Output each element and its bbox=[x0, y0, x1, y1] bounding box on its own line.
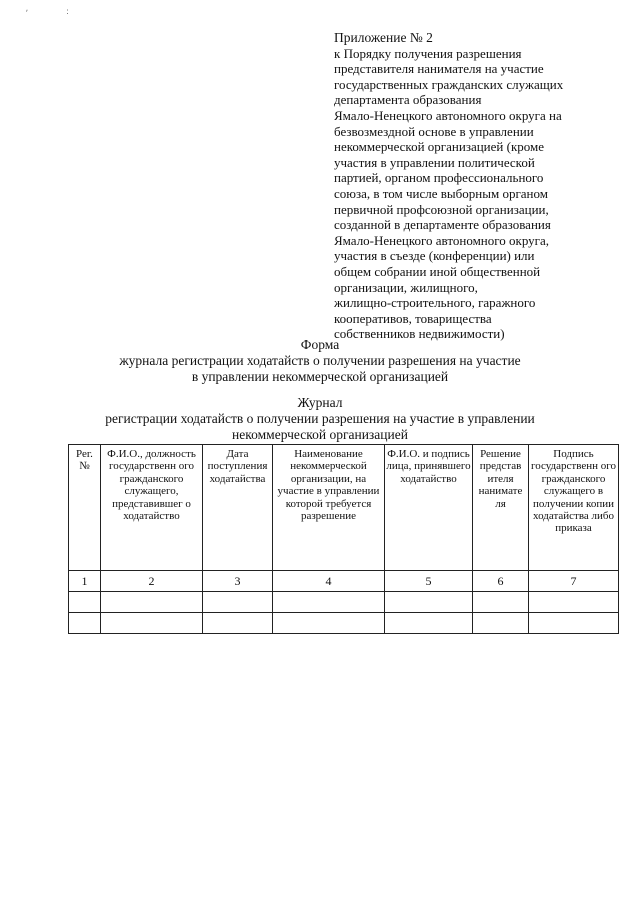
column-number: 3 bbox=[203, 571, 273, 592]
appendix-line: департамента образования bbox=[334, 92, 482, 108]
journal-table bbox=[68, 444, 619, 634]
column-number: 1 bbox=[69, 571, 101, 592]
journal-subtitle-line: некоммерческой организацией bbox=[232, 427, 408, 442]
table-cell bbox=[385, 592, 473, 613]
scan-specks: ʹ ˸ bbox=[26, 8, 87, 18]
table-cell bbox=[273, 613, 385, 634]
appendix-line: государственных гражданских служащих bbox=[334, 76, 564, 92]
appendix-line: общем собрании иной общественной bbox=[334, 263, 541, 279]
table-cell bbox=[203, 613, 273, 634]
appendix-line: к Порядку получения разрешения bbox=[334, 45, 522, 61]
table-cell bbox=[385, 613, 473, 634]
form-subtitle-line: в управлении некоммерческой организацией bbox=[191, 369, 449, 384]
table-cell bbox=[69, 613, 101, 634]
column-number: 6 bbox=[473, 571, 529, 592]
header-cell-receiver: Ф.И.О. и подпись лица, принявшего ходатайство bbox=[385, 445, 473, 571]
appendix-line: представителя нанимателя на участие bbox=[334, 61, 544, 77]
form-subtitle-line: журнала регистрации ходатайств о получении разрешения на участие bbox=[119, 353, 521, 368]
appendix-line: партией, органом профессионального bbox=[334, 170, 544, 186]
table-header-row bbox=[69, 445, 619, 571]
table-cell bbox=[101, 592, 203, 613]
table-cell bbox=[203, 592, 273, 613]
form-heading bbox=[0, 337, 640, 385]
table-row bbox=[69, 592, 619, 613]
appendix-line: безвозмездной основе в управлении bbox=[334, 123, 534, 139]
header-cell-decision: Решение представ ителя нанимате ля bbox=[473, 445, 529, 571]
table-row bbox=[69, 613, 619, 634]
appendix-line: участия в управлении политической bbox=[334, 154, 535, 170]
header-cell-signature: Подпись государственн ого гражданского служащего в получении копии ходатайства либо приказа bbox=[529, 445, 619, 571]
journal-heading bbox=[0, 395, 640, 443]
table-cell bbox=[529, 613, 619, 634]
table-cell bbox=[273, 592, 385, 613]
journal-subtitle-line: регистрации ходатайств о получении разрешения на участие в управлении bbox=[105, 411, 535, 426]
appendix-line: кооперативов, товарищества bbox=[334, 310, 492, 326]
column-number: 5 bbox=[385, 571, 473, 592]
table-cell bbox=[101, 613, 203, 634]
header-cell-organization: Наименование некоммерческой организации, на участие в управлении которой требуется разрешение bbox=[273, 445, 385, 571]
table-cell bbox=[529, 592, 619, 613]
column-number: 7 bbox=[529, 571, 619, 592]
table-number-row bbox=[69, 571, 619, 592]
table-cell bbox=[69, 592, 101, 613]
appendix-line: организации, жилищного, bbox=[334, 279, 478, 295]
appendix-line: жилищно-строительного, гаражного bbox=[334, 295, 536, 311]
appendix-title: Приложение № 2 bbox=[334, 30, 433, 45]
header-cell-employee: Ф.И.О., должность государственн ого гражданского служащего, представившег о ходатайство bbox=[101, 445, 203, 571]
header-cell-reg-number: Рег. № bbox=[69, 445, 101, 571]
appendix-line: Ямало-Ненецкого автономного округа, bbox=[334, 232, 550, 248]
appendix-block bbox=[334, 30, 630, 342]
appendix-line: Ямало-Ненецкого автономного округа на bbox=[334, 107, 562, 123]
appendix-line: первичной профсоюзной организации, bbox=[334, 201, 549, 217]
table-cell bbox=[473, 613, 529, 634]
form-title: Форма bbox=[300, 337, 340, 352]
header-cell-receipt-date: Дата поступления ходатайства bbox=[203, 445, 273, 571]
column-number: 4 bbox=[273, 571, 385, 592]
appendix-line: некоммерческой организацией (кроме bbox=[334, 139, 545, 155]
appendix-line: созданной в департаменте образования bbox=[334, 217, 551, 233]
column-number: 2 bbox=[101, 571, 203, 592]
journal-title: Журнал bbox=[297, 395, 343, 410]
appendix-line: союза, в том числе выборным органом bbox=[334, 185, 548, 201]
table-cell bbox=[473, 592, 529, 613]
appendix-line: собственников недвижимости) bbox=[334, 326, 505, 342]
appendix-line: участия в съезде (конференции) или bbox=[334, 248, 535, 264]
